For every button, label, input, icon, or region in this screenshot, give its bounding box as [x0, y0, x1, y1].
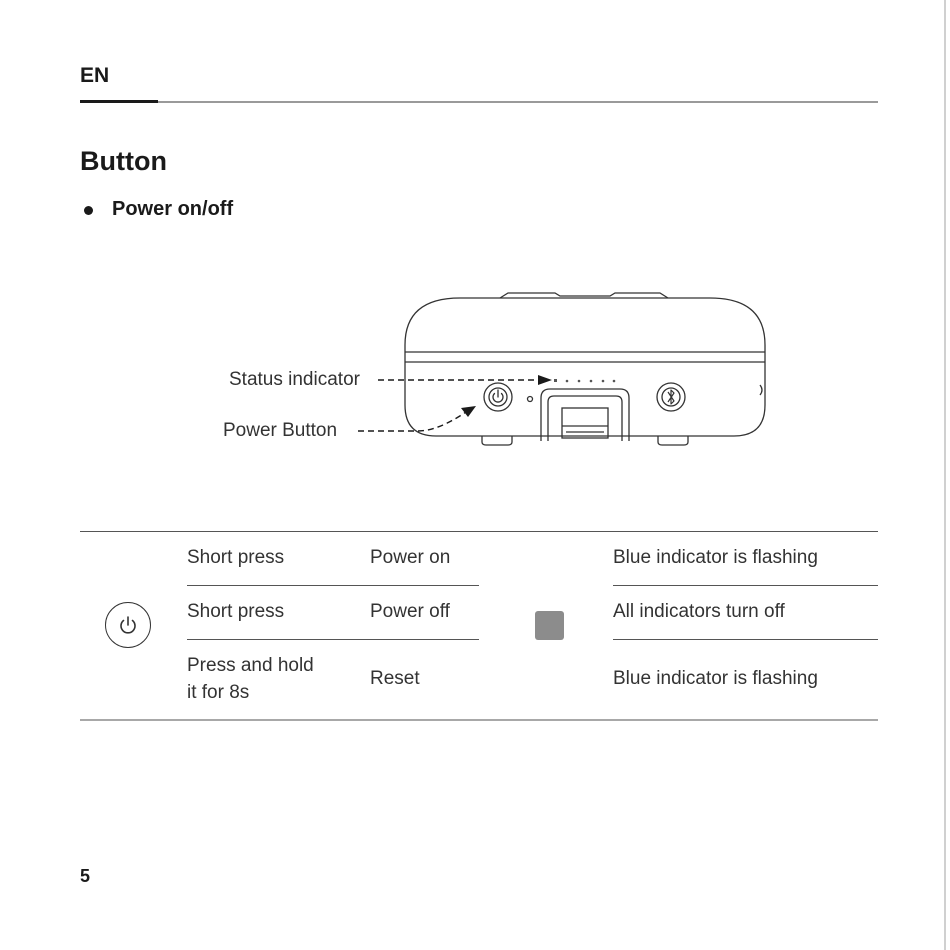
table-row-divider [613, 585, 878, 586]
table-row-2-action: Short press [187, 601, 285, 622]
status-led-dots [554, 379, 615, 382]
table-row-2-indicator: All indicators turn off [613, 601, 785, 622]
language-label: EN [80, 64, 110, 87]
table-row-3-function: Reset [370, 668, 420, 689]
status-arrowhead [538, 375, 552, 385]
bullet-title: Power on/off [112, 198, 234, 220]
table-row-2-function: Power off [370, 601, 450, 622]
table-row-divider [187, 585, 479, 586]
power-button-icon [105, 602, 151, 648]
table-row-3-indicator: Blue indicator is flashing [613, 668, 818, 689]
table-row-1-action: Short press [187, 547, 285, 568]
table-row-3-action-line2: it for 8s [187, 682, 250, 703]
device-body [405, 298, 765, 436]
table-row-divider [613, 639, 878, 640]
bluetooth-icon [668, 390, 674, 404]
table-top-rule [80, 531, 878, 532]
table-row-3-action-line1: Press and hold [187, 655, 314, 676]
mic-hole [528, 397, 533, 402]
page-number: 5 [80, 866, 91, 886]
table-row-1-indicator: Blue indicator is flashing [613, 547, 818, 568]
table-row-1-function: Power on [370, 547, 451, 568]
power-button-callout: Power Button [223, 420, 338, 441]
status-indicator-callout: Status indicator [229, 369, 360, 390]
power-arrowhead [461, 406, 476, 417]
table-row-divider [187, 639, 479, 640]
table-bottom-rule [80, 719, 878, 721]
power-symbol-device [493, 390, 503, 402]
device-top-ridge [500, 293, 668, 298]
usb-port-housing [541, 389, 629, 441]
power-icon [116, 613, 140, 637]
indicator-swatch [535, 611, 564, 640]
section-title: Button [80, 146, 167, 176]
device-foot-left [482, 436, 512, 445]
device-foot-right [658, 436, 688, 445]
usb-port [562, 408, 608, 438]
